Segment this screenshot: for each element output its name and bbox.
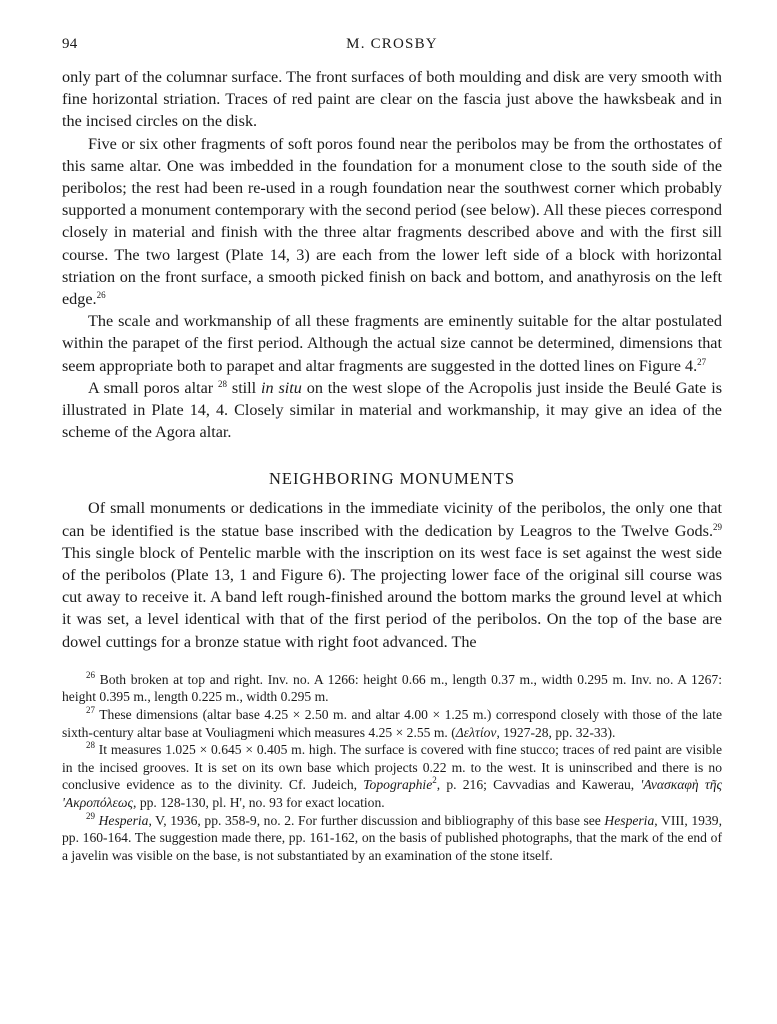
- section-heading: NEIGHBORING MONUMENTS: [268, 469, 516, 489]
- footnote-29-italic-2: Hesperia: [604, 812, 655, 828]
- footnote-27-number: 27: [86, 705, 95, 716]
- body-text: [62, 66, 722, 653]
- paragraph-3: [62, 310, 722, 377]
- footnote-27: [62, 706, 722, 741]
- footnote-29-number: 29: [86, 810, 95, 821]
- footnote-27-text-a: These dimensions (altar base 4.25 × 2.50 m. and altar 4.00 × 1.25 m.) correspond closely with those of the late sixth-century altar base at Vouliagmeni which measures 4.25 × 2.55 m. (: [62, 707, 722, 740]
- running-head: [62, 36, 722, 66]
- footnote-29-text-a: , V, 1936, pp. 358-9, no. 2. For further discussion and bibliography of this base see: [148, 812, 605, 828]
- footnote-28: [62, 741, 722, 811]
- footnote-29-italic-1: Hesperia: [98, 812, 149, 828]
- footnote-28-italic-1: Topographie: [363, 777, 433, 793]
- paragraph-4-italic: in situ: [261, 378, 302, 397]
- paragraph-4-text-c: on the west slope of the Acropolis just inside the Beulé Gate is illustrated in Plate 14, 4. Closely similar in material and workmanship, it may give an idea of the scheme of the Agora altar.: [62, 378, 722, 442]
- paragraph-4: [62, 377, 722, 444]
- footnote-27-text-b: , 1927-28, pp. 32-33).: [496, 724, 616, 740]
- footnote-28-text-c: , pp. 128-130, pl. Η', no. 93 for exact location.: [133, 795, 385, 811]
- paragraph-3-text: The scale and workmanship of all these fragments are eminently suitable for the altar postulated within the parapet of the first period. Although the actual size cannot be determined, dimensions that seem appropriate both to parapet and altar fragments are suggested in the dotted lines on Figure 4.: [62, 312, 722, 375]
- footnote-29-text-b: , VIII, 1939, pp. 160-164. The suggestion made there, pp. 161-162, on the basis of published photographs, that the mark of the end of a javelin was visible on the base, is not substantiated by an examination of the stone itself.: [62, 812, 722, 863]
- footnote-28-number: 28: [86, 740, 95, 751]
- footnote-26-number: 26: [86, 669, 95, 680]
- footnote-28-italic-2: 'Ανασκαφὴ τῆς 'Ακροπόλεως: [62, 777, 722, 811]
- footnote-27-italic: Δελτίον: [455, 724, 497, 740]
- footnote-ref-27[interactable]: 27: [697, 356, 707, 367]
- paragraph-2-text: Five or six other fragments of soft poros found near the peribolos may be from the orthostates of this same altar. One was imbedded in the foundation for a monument close to the south side of the peribolos; the rest had been re-used in a rough foundation near the southwest corner which probably supported a monument contemporary with the second period (see below). All these pieces correspond closely in material and finish with the three altar fragments described above and with the first sill course. The two largest (Plate 14, 3) are each from the lower left side of a block with horizontal striation on the front surface, a smooth picked finish on back and bottom, and anathyrosis on the left edge.: [62, 134, 722, 309]
- paragraph-2: [62, 133, 722, 311]
- footnote-28-text-a: It measures 1.025 × 0.645 × 0.405 m. high. The surface is covered with fine stucco; traces of red paint are visible in the incised grooves. It is set on its own base which projects 0.22 m. to the west. It is uninscribed and there is no conclusive evidence as to the divinity. Cf. Judeich,: [62, 742, 722, 793]
- footnote-28-text-b: , p. 216; Cavvadias and Kawerau,: [436, 777, 641, 793]
- footnote-ref-26[interactable]: 26: [96, 290, 106, 301]
- paragraph-4-text-b: still: [227, 378, 262, 397]
- paragraph-5: [62, 497, 722, 652]
- paragraph-1: only part of the columnar surface. The front surfaces of both moulding and disk are very smooth with fine horizontal striation. Traces of red paint are clear on the fascia just above the hawksbeak and in the incised circles on the disk.: [62, 68, 722, 131]
- running-title: M. CROSBY: [346, 36, 438, 52]
- footnotes: [62, 671, 722, 865]
- paragraph-5-text-b: This single block of Pentelic marble with the inscription on its west face is set against the west side of the peribolos (Plate 13, 1 and Figure 6). The projecting lower face of the original sill course was cut away to receive it. A band left rough-finished around the bottom marks the ground level at which it was set, a level identical with that of the first period of the peribolos. On the top of the base are dowel cuttings for a bronze statue with right foot advanced. The: [62, 543, 722, 651]
- footnote-28-superscript: 2: [432, 775, 437, 786]
- paragraph-5-text-a: Of small monuments or dedications in the immediate vicinity of the peribolos, the only one that can be identified is the statue base inscribed with the dedication by Leagros to the Twelve Gods.: [62, 499, 722, 540]
- footnote-29: [62, 812, 722, 865]
- paragraph-4-text-a: A small poros altar: [88, 378, 214, 397]
- journal-page: [62, 36, 722, 864]
- footnote-26: [62, 671, 722, 706]
- footnote-ref-29[interactable]: 29: [713, 521, 722, 532]
- page-number: 94: [62, 36, 78, 52]
- footnote-ref-28[interactable]: 28: [218, 378, 228, 389]
- footnote-26-text: Both broken at top and right. Inv. no. A 1266: height 0.66 m., length 0.37 m., width 0.295 m. Inv. no. A 1267: height 0.395 m., length 0.225 m., width 0.295 m.: [62, 671, 722, 705]
